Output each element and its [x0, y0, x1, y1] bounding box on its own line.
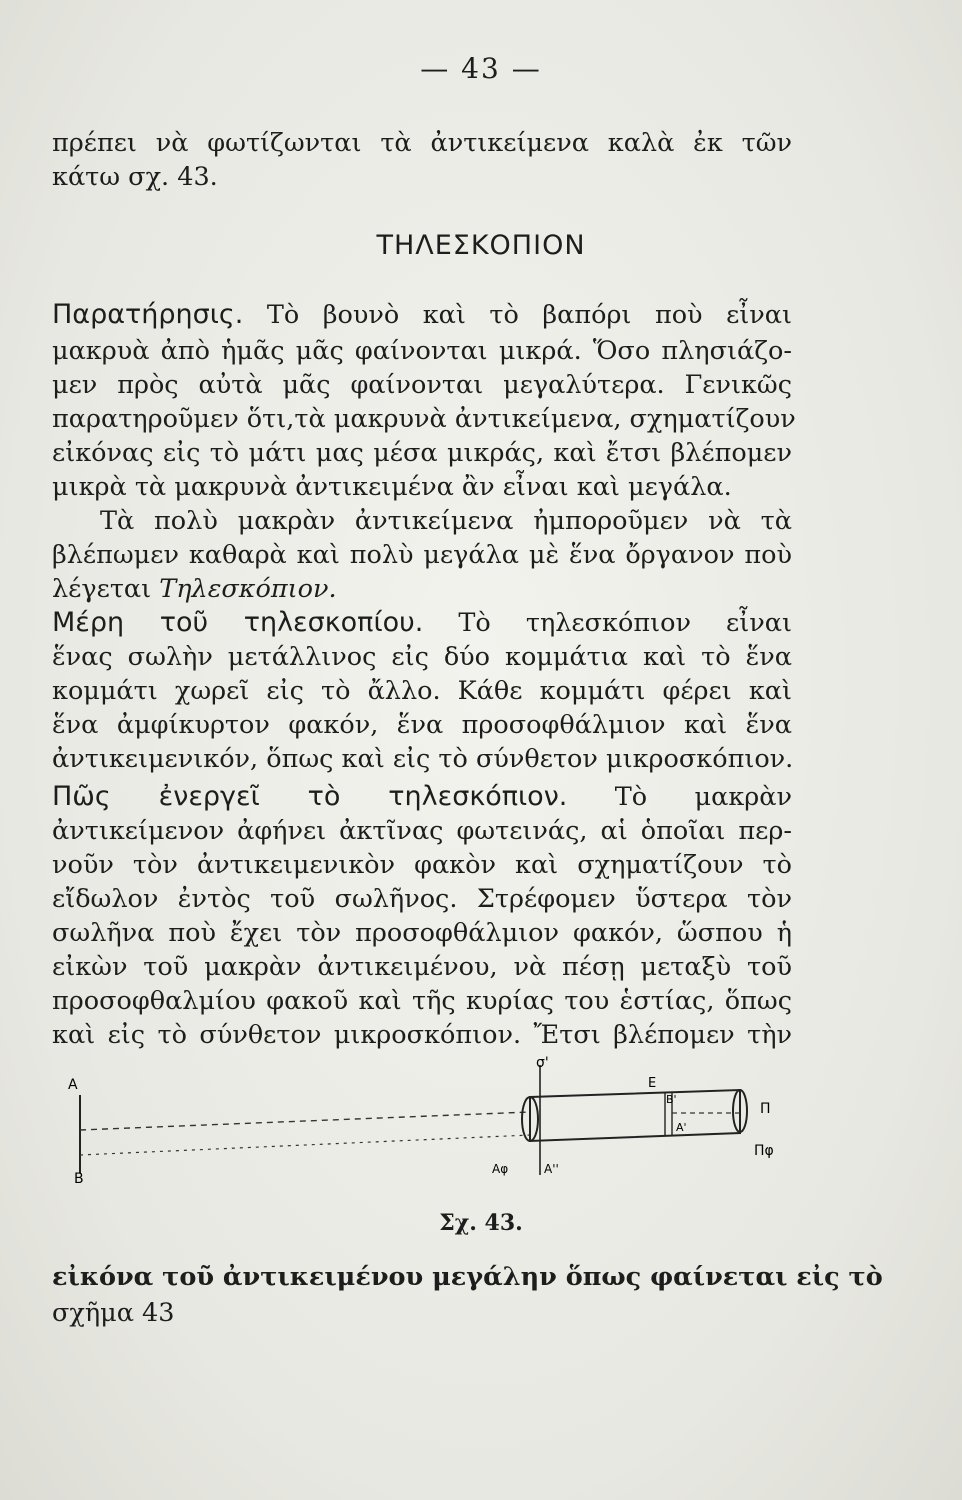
paragraph-heading: Μέρη τοῦ τηλεσκοπίου. [52, 607, 424, 638]
text-line: σχῆμα 43 [52, 1298, 175, 1328]
text-line: προσοφθαλμίου φακοῦ καὶ τῆς κυρίας του ἑστίας, ὅπως [52, 986, 792, 1016]
text-line: κάτω σχ. 43. [52, 162, 218, 192]
text-line: ἀντικειμενικόν, ὅπως καὶ εἰς τὸ σύνθετον μικροσκόπιον. [52, 744, 794, 774]
text-line: καὶ εἰς τὸ σύνθετον μικροσκόπιον. Ἔτσι βλέπομεν τὴν [52, 1020, 792, 1050]
text-span: Τὸ τηλεσκόπιον εἶναι [458, 608, 792, 638]
ray-line [80, 1135, 530, 1155]
text-span: Τὸ μακρὰν [614, 782, 792, 812]
text-line: εἰκόνας εἰς τὸ μάτι μας μέσα μικράς, καὶ ἔτσι βλέπομεν [52, 438, 792, 468]
label-sigma: σ' [536, 1055, 549, 1071]
label-b-prime: Β' [666, 1093, 677, 1106]
label-a-prime: Α' [676, 1121, 687, 1134]
label-pf: Πφ [754, 1143, 774, 1159]
text-span: λέγεται [52, 574, 152, 604]
paragraph-heading: Πῶς ἐνεργεῖ τὸ τηλεσκόπιον. [52, 781, 568, 812]
label-e: Ε [648, 1076, 657, 1091]
text-line: νοῦν τὸν ἀντικειμενικὸν φακὸν καὶ σχηματίζουν τὸ [52, 850, 792, 880]
text-line [52, 298, 792, 332]
telescope-diagram [60, 1055, 790, 1185]
paragraph-heading: Παρατήρησις. [52, 299, 244, 330]
label-b: Β [74, 1171, 84, 1185]
text-line [52, 572, 792, 606]
section-title: ΤΗΛΕΣΚΟΠΙΟΝ [376, 230, 586, 261]
text-span: Τὸ βουνὸ καὶ τὸ βαπόρι ποὺ εἶναι [266, 300, 793, 330]
italic-term: Τηλεσκόπιον. [159, 574, 337, 604]
text-line: σωλῆνα ποὺ ἔχει τὸν προσοφθάλμιον φακόν, ὥσπου ἡ [52, 918, 792, 948]
text-line [52, 606, 792, 640]
ray-line [80, 1112, 530, 1130]
text-line: πρέπει νὰ φωτίζωνται τὰ ἀντικείμενα καλὰ ἐκ τῶν [52, 128, 792, 158]
text-line [52, 780, 792, 814]
label-a-double: Α'' [544, 1162, 559, 1176]
text-line: μικρὰ τὰ μακρυνὰ ἀντικειμένα ἂν εἶναι καὶ μεγάλα. [52, 472, 732, 502]
text-line: μακρυὰ ἀπὸ ἡμᾶς μᾶς φαίνονται μικρά. Ὅσο πλησιάζο- [52, 336, 792, 366]
text-line: ἕνα ἀμφίκυρτον φακόν, ἕνα προσοφθάλμιον καὶ ἕνα [52, 710, 792, 740]
text-line: μεν πρὸς αὐτὰ μᾶς φαίνονται μεγαλύτερα. Γενικῶς [52, 370, 792, 400]
text-line: βλέπωμεν καθαρὰ καὶ πολὺ μεγάλα μὲ ἕνα ὄργανον ποὺ [52, 540, 792, 570]
label-p: Π [760, 1101, 771, 1117]
text-line: εἰκόνα τοῦ ἀντικειμένου μεγάλην ὅπως φαίνεται εἰς τὸ [52, 1262, 883, 1292]
text-line: ἀντικείμενον ἀφήνει ἀκτῖνας φωτεινάς, αἱ ὁποῖαι περ- [52, 816, 792, 846]
text-line: παρατηροῦμεν ὅτι,τὰ μακρυνὰ ἀντικείμενα, σχηματίζουν [52, 404, 796, 434]
telescope-tube [530, 1090, 740, 1141]
text-line: κομμάτι χωρεῖ εἰς τὸ ἄλλο. Κάθε κομμάτι φέρει καὶ [52, 676, 792, 706]
figure-caption: Σχ. 43. [439, 1210, 523, 1236]
label-a: Α [68, 1077, 78, 1093]
page-number: — 43 — [420, 52, 542, 85]
text-line: εἰκὼν τοῦ μακρὰν ἀντικειμένου, νὰ πέσῃ μεταξὺ τοῦ [52, 952, 792, 982]
label-af: Αφ [492, 1162, 509, 1176]
text-line: ἕνας σωλὴν μετάλλινος εἰς δύο κομμάτια καὶ τὸ ἕνα [52, 642, 792, 672]
text-line: Τὰ πολὺ μακρὰν ἀντικείμενα ἠμποροῦμεν νὰ τὰ [100, 506, 792, 536]
text-line: εἴδωλον ἐντὸς τοῦ σωλῆνος. Στρέφομεν ὕστερα τὸν [52, 884, 792, 914]
